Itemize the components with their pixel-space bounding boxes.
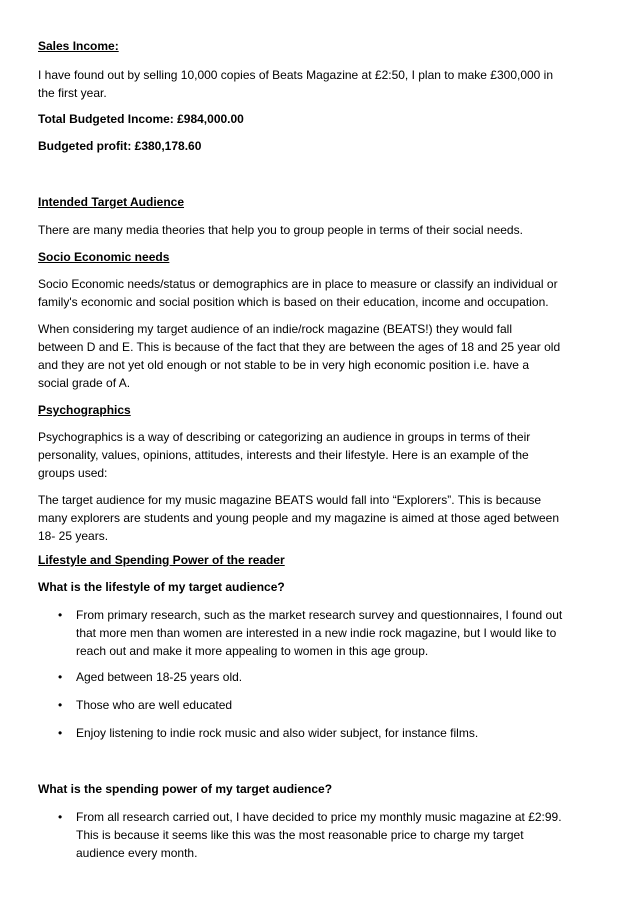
total-budgeted-income: Total Budgeted Income: £984,000.00 (38, 112, 244, 126)
bullet-icon: • (58, 608, 63, 622)
socio-economic-p2-line: When considering my target audience of an indie/rock magazine (BEATS!) they would fall (38, 322, 513, 336)
spending-bullet-line: From all research carried out, I have decided to price my monthly music magazine at £2:99. (76, 810, 562, 824)
psychographics-p1-line: groups used: (38, 466, 108, 480)
target-audience-heading: Intended Target Audience (38, 195, 185, 209)
psychographics-p2-line: 18- 25 years. (38, 529, 109, 543)
psychographics-p1-line: Psychographics is a way of describing or categorizing an audience in groups in terms of their (38, 430, 531, 444)
socio-economic-heading: Socio Economic needs (38, 250, 170, 264)
psychographics-heading: Psychographics (38, 403, 131, 417)
psychographics-p2-line: The target audience for my music magazine BEATS would fall into “Explorers”. This is because (38, 493, 542, 507)
lifestyle-bullet-item: Enjoy listening to indie rock music and also wider subject, for instance films. (76, 726, 479, 740)
lifestyle-bullet-line: From primary research, such as the market research survey and questionnaires, I found out (76, 608, 563, 622)
socio-economic-p2-line: between D and E. This is because of the fact that they are between the ages of 18 and 25 year old (38, 340, 561, 354)
lifestyle-question: What is the lifestyle of my target audience? (38, 580, 285, 594)
bullet-icon: • (58, 670, 63, 684)
lifestyle-bullet-item: Those who are well educated (76, 698, 233, 712)
psychographics-p2-line: many explorers are students and young people and my magazine is aimed at those aged between (38, 511, 559, 525)
lifestyle-bullet-line: that more men than women are interested in a new indie rock magazine, but I would like to (76, 626, 557, 640)
socio-economic-p2-line: and they are not yet old enough or not stable to be in very high economic position i.e. have a (38, 358, 529, 372)
socio-economic-p1-line: family's economic and social position which is based on their education, income and occupation. (38, 295, 549, 309)
psychographics-p1-line: personality, values, opinions, attitudes, interests and their lifestyle. Here is an example of the (38, 448, 529, 462)
sales-income-text-line: the first year. (38, 86, 107, 100)
spending-bullet-line: audience every month. (76, 846, 198, 860)
bullet-icon: • (58, 726, 63, 740)
socio-economic-p1-line: Socio Economic needs/status or demographics are in place to measure or classify an individual or (38, 277, 558, 291)
bullet-icon: • (58, 810, 63, 824)
lifestyle-heading: Lifestyle and Spending Power of the reader (38, 553, 285, 567)
lifestyle-bullet-item: Aged between 18-25 years old. (76, 670, 243, 684)
bullet-icon: • (58, 698, 63, 712)
socio-economic-p2-line: social grade of A. (38, 376, 131, 390)
spending-bullet-line: This is because it seems like this was the most reasonable price to charge my target (76, 828, 524, 842)
budgeted-profit: Budgeted profit: £380,178.60 (38, 139, 202, 153)
lifestyle-bullet-line: reach out and make it more appealing to women in this age group. (76, 644, 429, 658)
sales-income-heading: Sales Income: (38, 39, 119, 53)
spending-question: What is the spending power of my target audience? (38, 782, 333, 796)
sales-income-text-line: I have found out by selling 10,000 copies of Beats Magazine at £2:50, I plan to make £300,000 in (38, 68, 554, 82)
target-audience-text: There are many media theories that help you to group people in terms of their social needs. (38, 223, 523, 237)
